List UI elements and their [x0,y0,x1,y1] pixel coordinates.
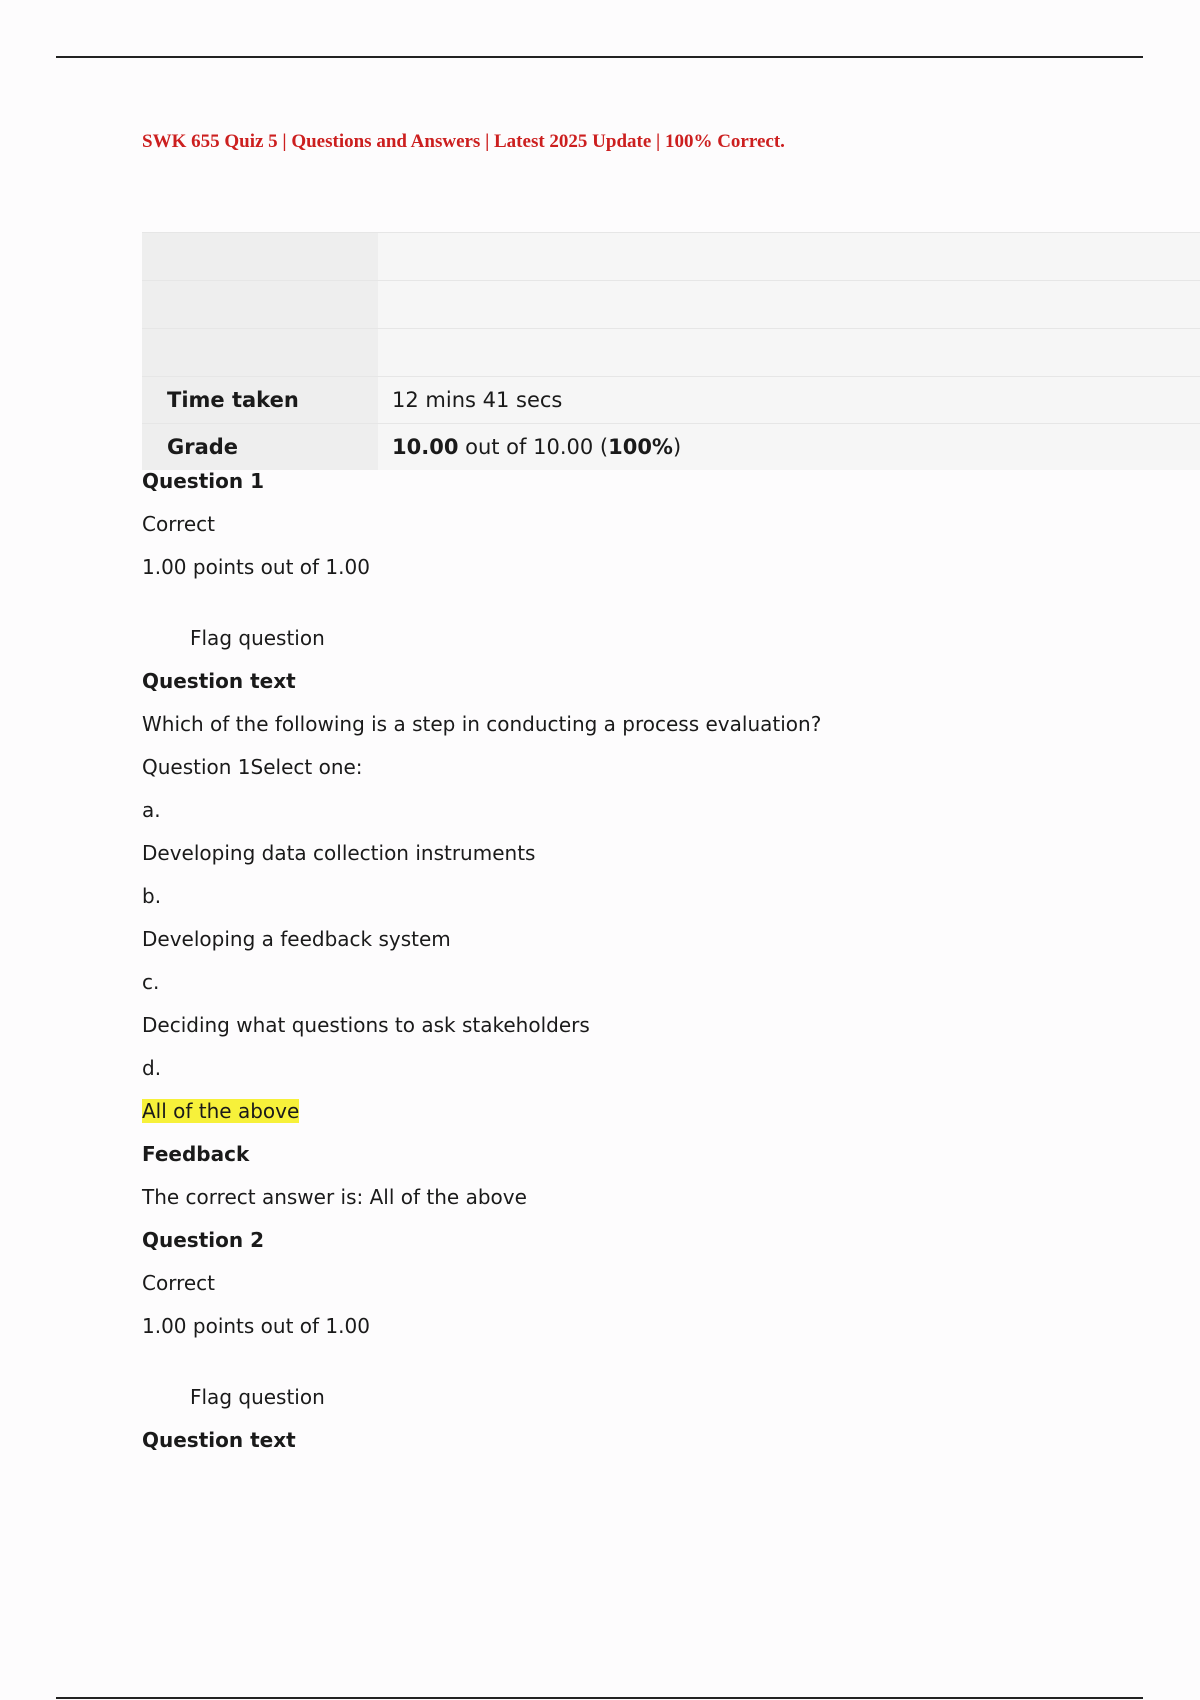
summary-row-grade [142,424,1200,471]
bottom-rule [56,1697,1143,1699]
grade-close: ) [672,435,682,459]
grade-percent: 100% [608,435,673,459]
flag-question-link[interactable]: Flag question [190,626,325,650]
top-rule [56,56,1143,58]
question-text-label: Question text [142,1428,296,1452]
feedback-label: Feedback [142,1142,250,1166]
document-title: SWK 655 Quiz 5 | Questions and Answers | Latest 2025 Update | 100% Correct. [142,131,785,152]
grade-label: Grade [142,424,378,471]
grade-value [378,424,1200,471]
question-1 [142,465,1142,1224]
select-prompt: Question 1Select one: [142,755,363,779]
question-points: 1.00 points out of 1.00 [142,555,370,579]
option-letter-b: b. [142,884,162,908]
question-heading: Question 2 [142,1228,264,1252]
option-b[interactable]: Developing a feedback system [142,927,451,951]
summary-row [142,281,1200,329]
feedback-text: The correct answer is: All of the above [142,1185,527,1209]
question-status: Correct [142,512,215,536]
quiz-content [142,465,1142,1467]
question-2 [142,1224,1142,1467]
grade-score: 10.00 [392,435,459,459]
option-letter-c: c. [142,970,160,994]
grade-rest: out of 10.00 ( [458,435,609,459]
question-text: Which of the following is a step in conducting a process evaluation? [142,712,822,736]
option-letter-a: a. [142,798,161,822]
summary-row [142,329,1200,377]
option-d[interactable] [142,1095,1142,1138]
option-letter-d: d. [142,1056,162,1080]
question-status: Correct [142,1271,215,1295]
quiz-summary-table [142,232,1200,470]
option-a[interactable]: Developing data collection instruments [142,841,536,865]
question-text-label: Question text [142,669,296,693]
question-heading: Question 1 [142,469,264,493]
question-points: 1.00 points out of 1.00 [142,1314,370,1338]
summary-row-time-taken [142,377,1200,424]
summary-row [142,233,1200,281]
flag-question-link[interactable]: Flag question [190,1385,325,1409]
option-c[interactable]: Deciding what questions to ask stakeholders [142,1013,590,1037]
time-taken-value: 12 mins 41 secs [378,377,1200,424]
highlighted-answer: All of the above [142,1099,300,1123]
time-taken-label: Time taken [142,377,378,424]
